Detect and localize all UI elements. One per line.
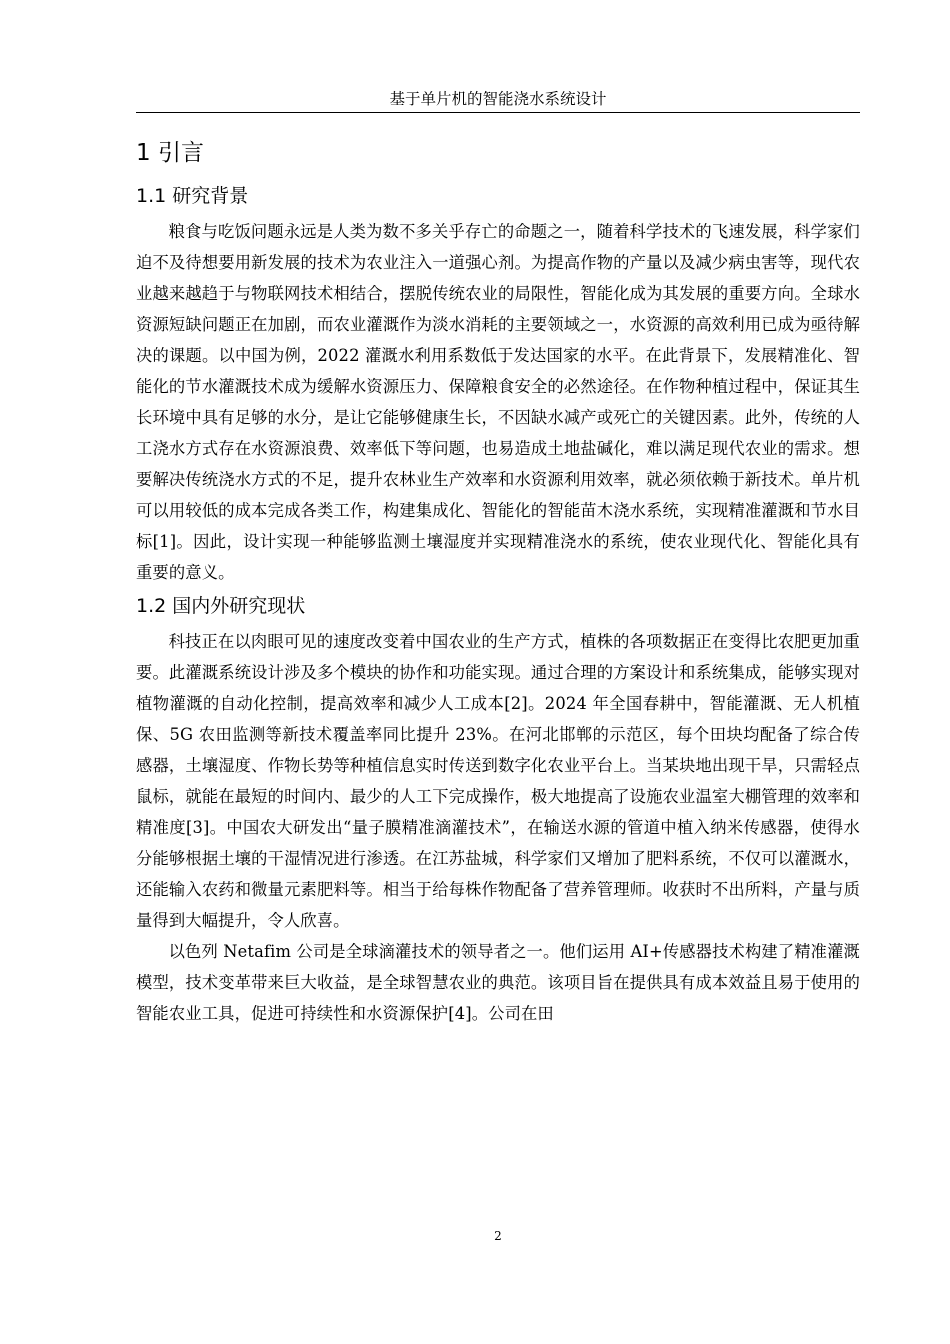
running-header-title: 基于单片机的智能浇水系统设计 bbox=[389, 90, 607, 108]
header-divider bbox=[136, 112, 860, 113]
chapter-heading: 1 引言 bbox=[136, 140, 204, 166]
paragraph-background: 粮食与吃饭问题永远是人类为数不多关乎存亡的命题之一，随着科学技术的飞速发展，科学家们迫不及待想要用新发展的技术为农业注入一道强心剂。为提高作物的产量以及减少病虫害等，现代农业越来越趋于与物联网技术相结合，摆脱传统农业的局限性，智能化成为其发展的重要方向。全球水资源短缺问题正在加剧，而农业灌溉作为淡水消耗的主要领域之一，水资源的高效利用已成为亟待解决的课题。以中国为例，2022 灌溉水利用系数低于发达国家的水平。在此背景下，发展精准化、智能化的节水灌溉技术成为缓解水资源压力、保障粮食安全的必然途径。在作物种植过程中，保证其生长环境中具有足够的水分，是让它能够健康生长，不因缺水减产或死亡的关键因素。此外，传统的人工浇水方式存在水资源浪费、效率低下等问题，也易造成土地盐碱化，难以满足现代农业的需求。想要解决传统浇水方式的不足，提升农林业生产效率和水资源利用效率，就必须依赖于新技术。单片机可以用较低的成本完成各类工作，构建集成化、智能化的智能苗木浇水系统，实现精准灌溉和节水目标[1]。因此，设计实现一种能够监测土壤湿度并实现精准浇水的系统，使农业现代化、智能化具有重要的意义。 bbox=[136, 222, 860, 582]
page-content bbox=[136, 134, 860, 1029]
paragraph-foreign-research: 以色列 Netafim 公司是全球滴灌技术的领导者之一。他们运用 AI+传感器技术构建了精准灌溉模型，技术变革带来巨大收益，是全球智慧农业的典范。该项目旨在提供具有成本效益且易于使用的智能农业工具，促进可持续性和水资源保护[4]。公司在田 bbox=[136, 942, 860, 1023]
section-heading-background: 1.1 研究背景 bbox=[136, 185, 249, 207]
page-number: 2 bbox=[494, 1229, 502, 1243]
paragraph-domestic-research: 科技正在以肉眼可见的速度改变着中国农业的生产方式，植株的各项数据正在变得比农肥更加重要。此灌溉系统设计涉及多个模块的协作和功能实现。通过合理的方案设计和系统集成，能够实现对植物灌溉的自动化控制，提高效率和减少人工成本[2]。2024 年全国春耕中，智能灌溉、无人机植保、5G 农田监测等新技术覆盖率同比提升 23%。在河北邯郸的示范区，每个田块均配备了综合传感器，土壤湿度、作物长势等种植信息实时传送到数字化农业平台上。当某块地出现干旱，只需轻点鼠标，就能在最短的时间内、最少的人工下完成操作，极大地提高了设施农业温室大棚管理的效率和精准度[3]。中国农大研发出“量子膜精准滴灌技术”，在输送水源的管道中植入纳米传感器，使得水分能够根据土壤的干湿情况进行渗透。在江苏盐城，科学家们又增加了肥料系统，不仅可以灌溉水，还能输入农药和微量元素肥料等。相当于给每株作物配备了营养管理师。收获时不出所料，产量与质量得到大幅提升，令人欣喜。 bbox=[136, 632, 860, 930]
section-heading-research-status: 1.2 国内外研究现状 bbox=[136, 595, 306, 617]
